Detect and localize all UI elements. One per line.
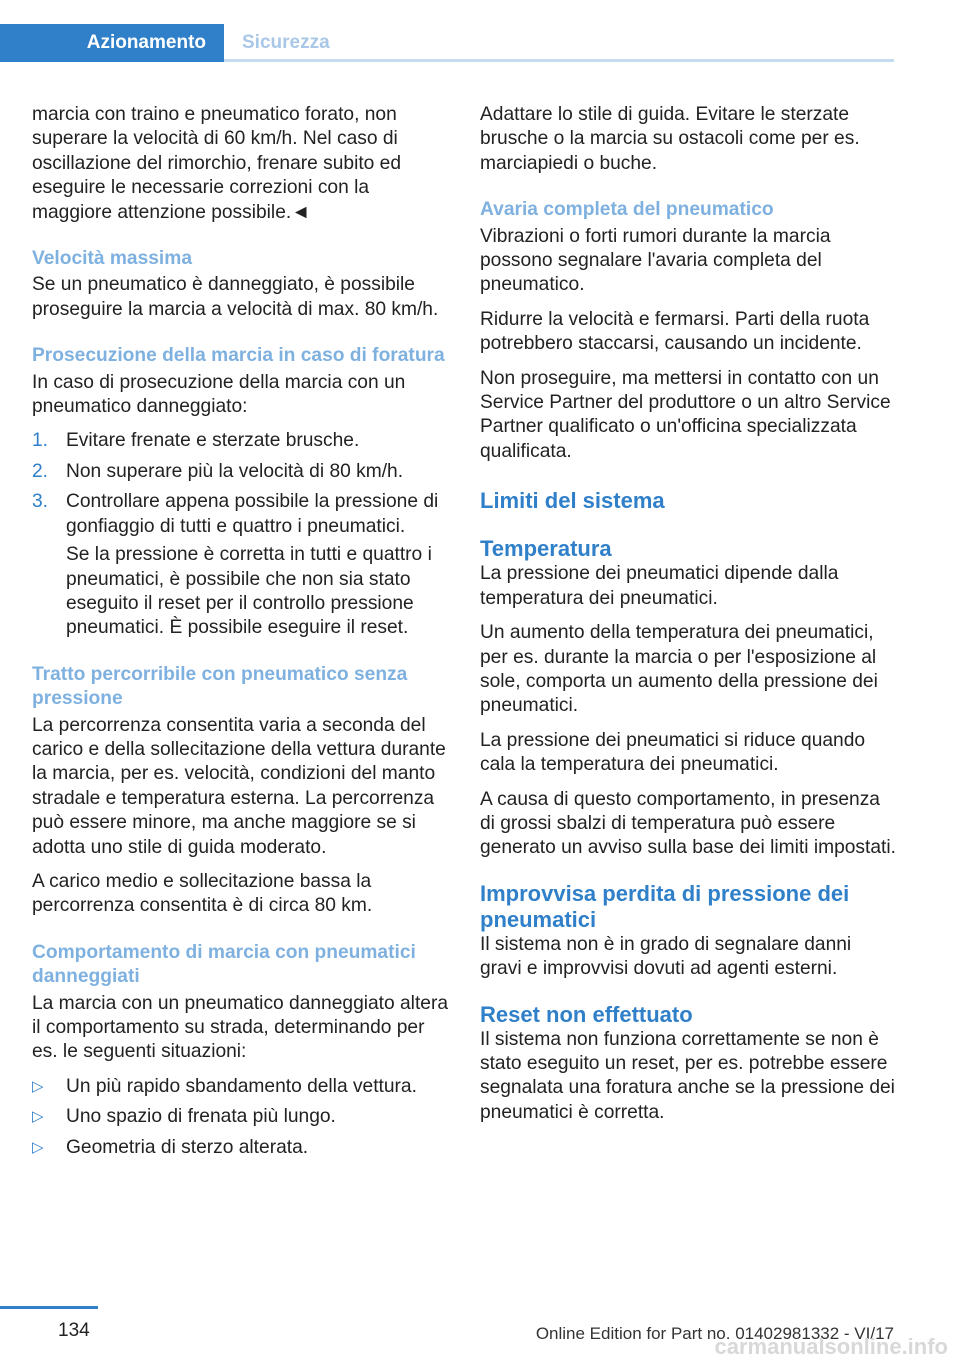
paragraph: La pressione dei pneumatici si riduce quando cala la temperatura dei pneumatici.	[480, 729, 866, 776]
list-item	[32, 1105, 450, 1129]
tab-sicurezza[interactable]	[224, 24, 330, 62]
triangle-bullet-icon: ▷	[32, 1138, 44, 1156]
bullet-text: Un più rapido sbandamento della vettura.	[66, 1075, 417, 1097]
footer-accent-line	[0, 1306, 98, 1309]
tab-sicurezza-label: Sicurezza	[242, 32, 330, 53]
triangle-bullet-icon: ▷	[32, 1077, 44, 1095]
heading-prosecuzione: Prosecuzione della marcia in caso di foratura	[32, 345, 445, 367]
heading-improvvisa-perdita: Improvvisa perdita di pressione dei pneumatici	[480, 880, 850, 932]
paragraph: Se un pneumatico è danneggiato, è possibile proseguire la marcia a velocità di max. 80 km/h.	[32, 274, 439, 320]
step-sub-paragraph: Se la pressione è corretta in tutti e quattro i pneumatici, è possibile che non sia stato eseguito il reset per il controllo pressione pneumatici. È possibile eseguire il reset.	[66, 544, 432, 639]
steps-list	[32, 429, 450, 640]
list-item	[32, 1136, 450, 1160]
paragraph: A causa di questo comportamento, in presenza di grossi sbalzi di temperatura può essere generato un avviso sulla base dei limiti impostati.	[480, 788, 896, 859]
step-text: Evitare frenate e sterzate brusche.	[66, 430, 360, 452]
page-number: 134	[58, 1320, 90, 1341]
paragraph: Vibrazioni o forti rumori durante la marcia possono segnalare l'avaria completa del pneumatico.	[480, 225, 831, 296]
step-number: 1.	[32, 430, 49, 452]
paragraph: Adattare lo stile di guida. Evitare le sterzate brusche o la marcia su ostacoli come per es. marciapiedi o buche.	[480, 104, 860, 174]
paragraph: Il sistema non è in grado di segnalare danni gravi e improvvisi dovuti ad agenti esterni.	[480, 933, 852, 980]
paragraph: Il sistema non funziona correttamente se non è stato eseguito un reset, per es. potrebbe essere segnalata una foratura anche se la pressione dei pneumatici è corretta.	[480, 1028, 895, 1123]
heading-reset-non-effettuato: Reset non effettuato	[480, 1001, 693, 1027]
watermark: carmanualsonline.info	[714, 1334, 948, 1359]
header-tabs	[0, 24, 894, 62]
paragraph: La pressione dei pneumatici dipende dalla temperatura dei pneumatici.	[480, 563, 839, 609]
tab-azionamento-label: Azionamento	[86, 32, 206, 53]
left-column	[32, 103, 450, 1170]
heading-tratto-percorribile: Tratto percorribile con pneumatico senza pressione	[32, 663, 408, 710]
step-number: 2.	[32, 460, 49, 482]
paragraph: Un aumento della temperatura dei pneumatici, per es. durante la marcia o per l'esposizione al sole, comporta un aumento della pressione dei pneumatici.	[480, 622, 878, 717]
heading-temperatura: Temperatura	[480, 536, 612, 562]
list-item	[32, 490, 450, 640]
paragraph: In caso di prosecuzione della marcia con un pneumatico danneggiato:	[32, 371, 406, 418]
paragraph: La marcia con un pneumatico danneggiato altera il comportamento su strada, determinando per es. le seguenti situazioni:	[32, 992, 449, 1063]
paragraph: Ridurre la velocità e fermarsi. Parti della ruota potrebbero staccarsi, causando un incidente.	[480, 308, 870, 355]
step-text: Non superare più la velocità di 80 km/h.	[66, 460, 404, 482]
bullet-list	[32, 1075, 450, 1160]
list-item	[32, 460, 450, 484]
heading-comportamento: Comportamento di marcia con pneumatici danneggiati	[32, 941, 416, 988]
step-text: Controllare appena possibile la pressione di gonfiaggio di tutti e quattro i pneumatici.	[66, 491, 439, 537]
step-number: 3.	[32, 491, 49, 513]
tab-azionamento[interactable]	[0, 24, 224, 62]
edition-note: Online Edition for Part no. 01402981332 - VI/17	[535, 1324, 894, 1343]
triangle-bullet-icon: ▷	[32, 1108, 44, 1126]
bullet-text: Uno spazio di frenata più lungo.	[66, 1106, 336, 1128]
heading-velocita-massima: Velocità massima	[32, 248, 192, 270]
paragraph: Non proseguire, ma mettersi in contatto con un Service Partner del produttore o un altro Service Partner qualificato o un'officina specializzata qualificata.	[480, 367, 891, 462]
tab-divider-line	[224, 59, 894, 62]
heading-limiti-del-sistema: Limiti del sistema	[480, 488, 665, 514]
paragraph: La percorrenza consentita varia a seconda del carico e della sollecitazione della vettura durante la marcia, per es. velocità, condizioni del manto stradale e temperatura esterna. La percorrenza può essere minore, ma anche maggiore se si adotta uno stile di guida moderato.	[32, 714, 446, 858]
list-item	[32, 429, 450, 453]
right-column	[480, 103, 898, 1135]
bullet-text: Geometria di sterzo alterata.	[66, 1136, 309, 1158]
paragraph: marcia con traino e pneumatico forato, non superare la velocità di 60 km/h. Nel caso di oscillazione del rimorchio, frenare subito ed eseguire le necessarie correzioni con la maggiore attenzione possibile.◄	[32, 104, 402, 223]
list-item	[32, 1075, 450, 1099]
paragraph: A carico medio e sollecitazione bassa la percorrenza consentita è di circa 80 km.	[32, 870, 373, 917]
heading-avaria-completa: Avaria completa del pneumatico	[480, 199, 774, 221]
